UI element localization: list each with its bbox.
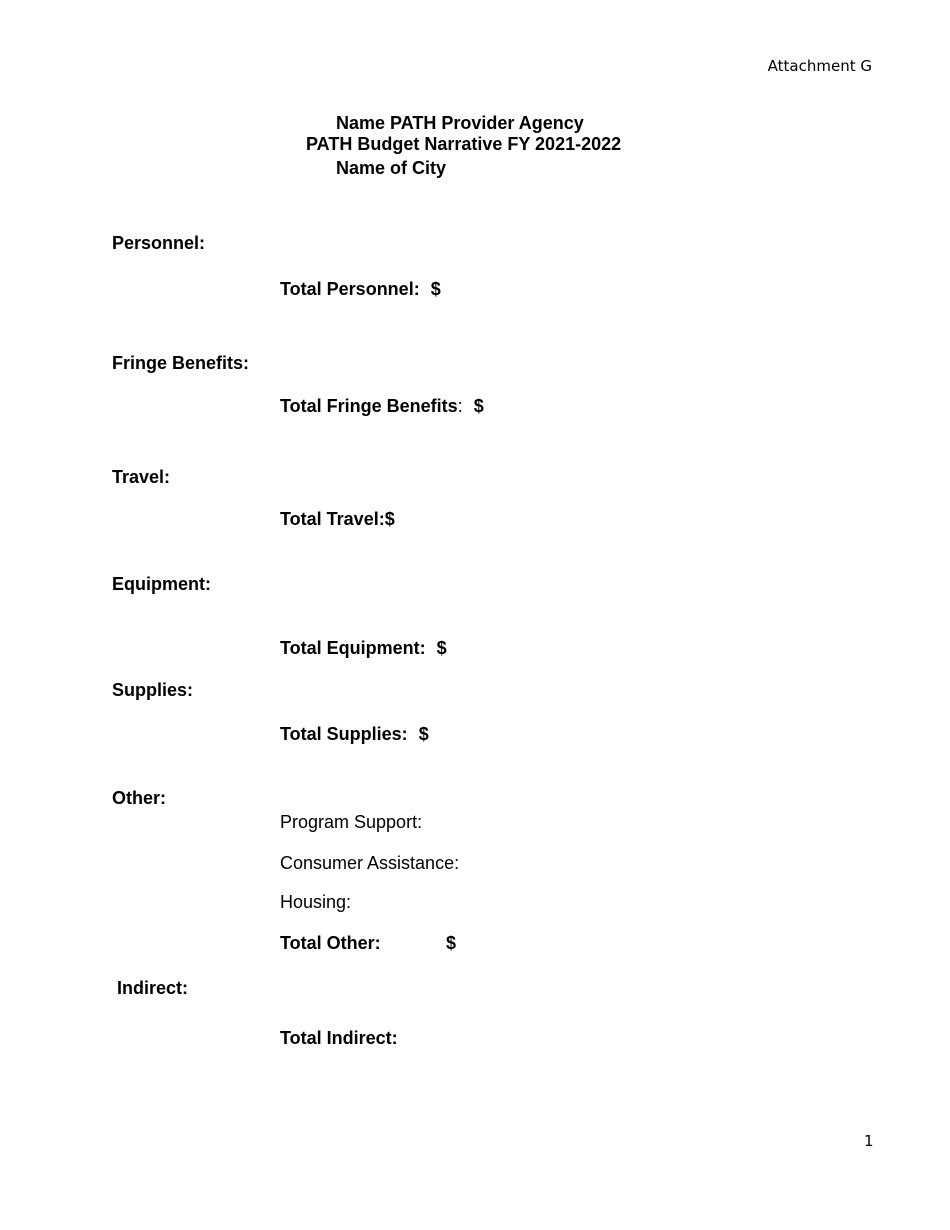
total-other-value: $ [446,933,457,953]
total-supplies [280,723,429,745]
total-travel [280,508,395,530]
total-personnel-label: Total Personnel: [280,279,420,299]
section-other-label: Other: [112,788,166,808]
total-indirect-label: Total Indirect: [280,1028,398,1048]
other-item-program-support: Program Support: [280,812,423,832]
total-other-label: Total Other: [280,933,381,953]
section-personnel-label: Personnel: [112,233,206,253]
total-fringe-value: $ [473,396,484,416]
page-number: 1 [864,1132,874,1150]
section-supplies-label: Supplies: [112,680,194,700]
section-travel-label: Travel: [112,467,171,487]
section-fringe-label: Fringe Benefits: [112,353,250,373]
total-fringe-colon: : [457,396,463,416]
title-city: Name of City [336,158,447,178]
total-personnel-value: $ [430,279,441,299]
total-fringe-label: Total Fringe Benefits [280,396,458,416]
total-supplies-value: $ [418,724,429,744]
total-personnel [280,278,441,300]
title-budget-narrative: PATH Budget Narrative FY 2021-2022 [306,134,622,154]
attachment-label: Attachment G [767,57,872,75]
section-equipment-label: Equipment: [112,574,211,594]
section-indirect-label: Indirect: [117,978,189,998]
total-travel-value: $ [384,509,395,529]
total-equipment [280,637,447,659]
title-agency: Name PATH Provider Agency [336,113,584,133]
total-travel-label: Total Travel: [280,509,385,529]
total-equipment-label: Total Equipment: [280,638,426,658]
other-item-housing: Housing: [280,892,352,912]
other-item-consumer-assistance: Consumer Assistance: [280,853,460,873]
total-supplies-label: Total Supplies: [280,724,408,744]
total-equipment-value: $ [436,638,447,658]
total-fringe [280,395,484,417]
